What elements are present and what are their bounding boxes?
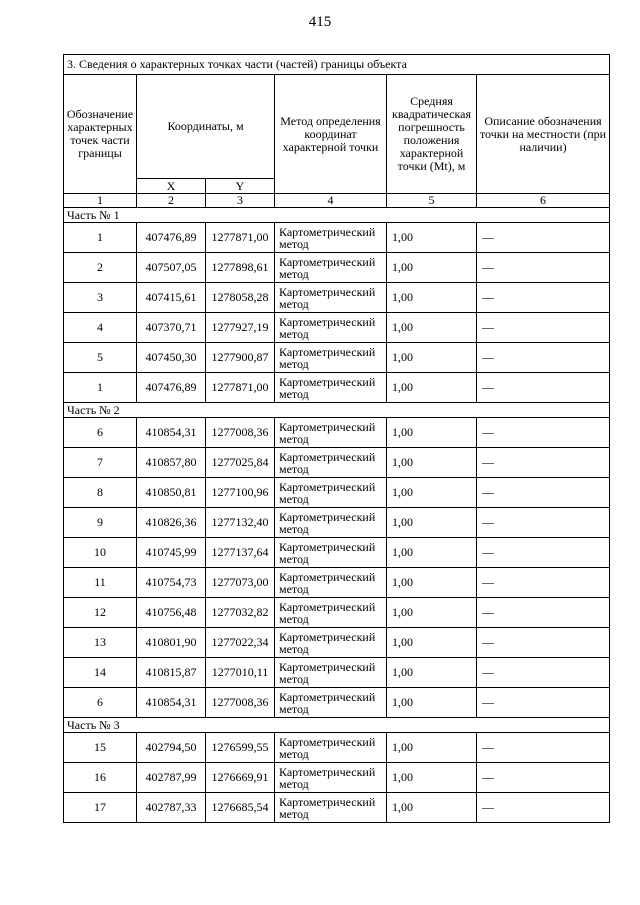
description-cell: — [477,688,610,718]
table-row [64,793,610,823]
error-cell: 1,00 [387,538,477,568]
error-cell: 1,00 [387,598,477,628]
description-cell: — [477,253,610,283]
table-row [64,688,610,718]
x-coordinate-cell: 407450,30 [137,343,206,373]
y-coordinate-cell: 1277022,34 [206,628,275,658]
description-cell: — [477,283,610,313]
error-cell: 1,00 [387,658,477,688]
point-number-cell: 10 [64,538,137,568]
x-coordinate-cell: 410857,80 [137,448,206,478]
method-cell: Картометрический метод [275,628,387,658]
description-cell: — [477,793,610,823]
error-cell: 1,00 [387,253,477,283]
index-cell: 1 [64,194,137,208]
table-row [64,478,610,508]
point-number-cell: 16 [64,763,137,793]
method-cell: Картометрический метод [275,658,387,688]
y-coordinate-cell: 1277025,84 [206,448,275,478]
method-cell: Картометрический метод [275,223,387,253]
index-cell: 3 [206,194,275,208]
method-cell: Картометрический метод [275,373,387,403]
x-coordinate-cell: 410745,99 [137,538,206,568]
error-cell: 1,00 [387,793,477,823]
point-number-cell: 1 [64,223,137,253]
error-cell: 1,00 [387,688,477,718]
section-title: 3. Сведения о характерных точках части (частей) границы объекта [64,55,610,75]
description-cell: — [477,733,610,763]
point-number-cell: 17 [64,793,137,823]
description-cell: — [477,628,610,658]
point-number-cell: 12 [64,598,137,628]
y-coordinate-cell: 1277898,61 [206,253,275,283]
point-number-cell: 1 [64,373,137,403]
point-number-cell: 5 [64,343,137,373]
x-coordinate-cell: 407476,89 [137,223,206,253]
page-number: 415 [308,14,332,30]
x-coordinate-cell: 402787,99 [137,763,206,793]
table-row [64,568,610,598]
x-coordinate-cell: 410756,48 [137,598,206,628]
y-coordinate-cell: 1277137,64 [206,538,275,568]
x-coordinate-cell: 410850,81 [137,478,206,508]
description-cell: — [477,763,610,793]
table-row [64,658,610,688]
error-cell: 1,00 [387,733,477,763]
description-cell: — [477,478,610,508]
point-number-cell: 15 [64,733,137,763]
y-coordinate-cell: 1277871,00 [206,223,275,253]
error-cell: 1,00 [387,448,477,478]
method-cell: Картометрический метод [275,538,387,568]
table-row [64,508,610,538]
table-row [64,418,610,448]
point-number-cell: 6 [64,688,137,718]
description-cell: — [477,448,610,478]
description-cell: — [477,658,610,688]
index-cell: 5 [387,194,477,208]
error-cell: 1,00 [387,508,477,538]
method-cell: Картометрический метод [275,448,387,478]
error-cell: 1,00 [387,283,477,313]
y-coordinate-cell: 1277927,19 [206,313,275,343]
description-cell: — [477,343,610,373]
x-coordinate-cell: 407415,61 [137,283,206,313]
y-coordinate-cell: 1277008,36 [206,418,275,448]
point-number-cell: 4 [64,313,137,343]
error-cell: 1,00 [387,373,477,403]
error-cell: 1,00 [387,223,477,253]
method-cell: Картометрический метод [275,763,387,793]
table-row [64,223,610,253]
header-method: Метод определения координат характерной точки [275,75,387,194]
y-coordinate-cell: 1277871,00 [206,373,275,403]
point-number-cell: 11 [64,568,137,598]
header-error: Средняя квадратическая погрешность положения характерной точки (Mt), м [387,75,477,194]
header-y: Y [206,179,275,194]
description-cell: — [477,568,610,598]
point-number-cell: 9 [64,508,137,538]
y-coordinate-cell: 1277100,96 [206,478,275,508]
table-row [64,343,610,373]
x-coordinate-cell: 410754,73 [137,568,206,598]
point-number-cell: 3 [64,283,137,313]
index-cell: 4 [275,194,387,208]
y-coordinate-cell: 1277900,87 [206,343,275,373]
description-cell: — [477,418,610,448]
method-cell: Картометрический метод [275,253,387,283]
point-number-cell: 7 [64,448,137,478]
x-coordinate-cell: 410854,31 [137,688,206,718]
part-heading: Часть № 1 [64,208,610,223]
description-cell: — [477,508,610,538]
table-row [64,598,610,628]
y-coordinate-cell: 1276685,54 [206,793,275,823]
x-coordinate-cell: 410826,36 [137,508,206,538]
x-coordinate-cell: 410815,87 [137,658,206,688]
table-row [64,313,610,343]
method-cell: Картометрический метод [275,733,387,763]
part-heading: Часть № 3 [64,718,610,733]
error-cell: 1,00 [387,568,477,598]
table-row [64,538,610,568]
table-row [64,763,610,793]
error-cell: 1,00 [387,418,477,448]
method-cell: Картометрический метод [275,418,387,448]
header-point-designation: Обозначение характерных точек части границы [64,75,137,194]
table-row [64,283,610,313]
table-row [64,253,610,283]
y-coordinate-cell: 1277132,40 [206,508,275,538]
part-heading: Часть № 2 [64,403,610,418]
point-number-cell: 8 [64,478,137,508]
error-cell: 1,00 [387,313,477,343]
y-coordinate-cell: 1278058,28 [206,283,275,313]
description-cell: — [477,538,610,568]
boundary-points-table [63,54,610,823]
y-coordinate-cell: 1277032,82 [206,598,275,628]
table-row [64,628,610,658]
method-cell: Картометрический метод [275,343,387,373]
y-coordinate-cell: 1276599,55 [206,733,275,763]
method-cell: Картометрический метод [275,508,387,538]
description-cell: — [477,598,610,628]
table-row [64,448,610,478]
x-coordinate-cell: 410854,31 [137,418,206,448]
error-cell: 1,00 [387,478,477,508]
method-cell: Картометрический метод [275,598,387,628]
table-row [64,733,610,763]
error-cell: 1,00 [387,343,477,373]
index-cell: 6 [477,194,610,208]
method-cell: Картометрический метод [275,478,387,508]
index-cell: 2 [137,194,206,208]
method-cell: Картометрический метод [275,283,387,313]
description-cell: — [477,313,610,343]
header-x: X [137,179,206,194]
description-cell: — [477,223,610,253]
x-coordinate-cell: 402787,33 [137,793,206,823]
method-cell: Картометрический метод [275,688,387,718]
header-coordinates: Координаты, м [137,75,275,179]
method-cell: Картометрический метод [275,568,387,598]
x-coordinate-cell: 410801,90 [137,628,206,658]
point-number-cell: 2 [64,253,137,283]
x-coordinate-cell: 402794,50 [137,733,206,763]
y-coordinate-cell: 1277073,00 [206,568,275,598]
y-coordinate-cell: 1277008,36 [206,688,275,718]
y-coordinate-cell: 1276669,91 [206,763,275,793]
description-cell: — [477,373,610,403]
x-coordinate-cell: 407507,05 [137,253,206,283]
error-cell: 1,00 [387,763,477,793]
header-description: Описание обозначения точки на местности (при наличии) [477,75,610,194]
point-number-cell: 13 [64,628,137,658]
method-cell: Картометрический метод [275,313,387,343]
point-number-cell: 6 [64,418,137,448]
table-row [64,373,610,403]
method-cell: Картометрический метод [275,793,387,823]
point-number-cell: 14 [64,658,137,688]
x-coordinate-cell: 407476,89 [137,373,206,403]
error-cell: 1,00 [387,628,477,658]
y-coordinate-cell: 1277010,11 [206,658,275,688]
x-coordinate-cell: 407370,71 [137,313,206,343]
